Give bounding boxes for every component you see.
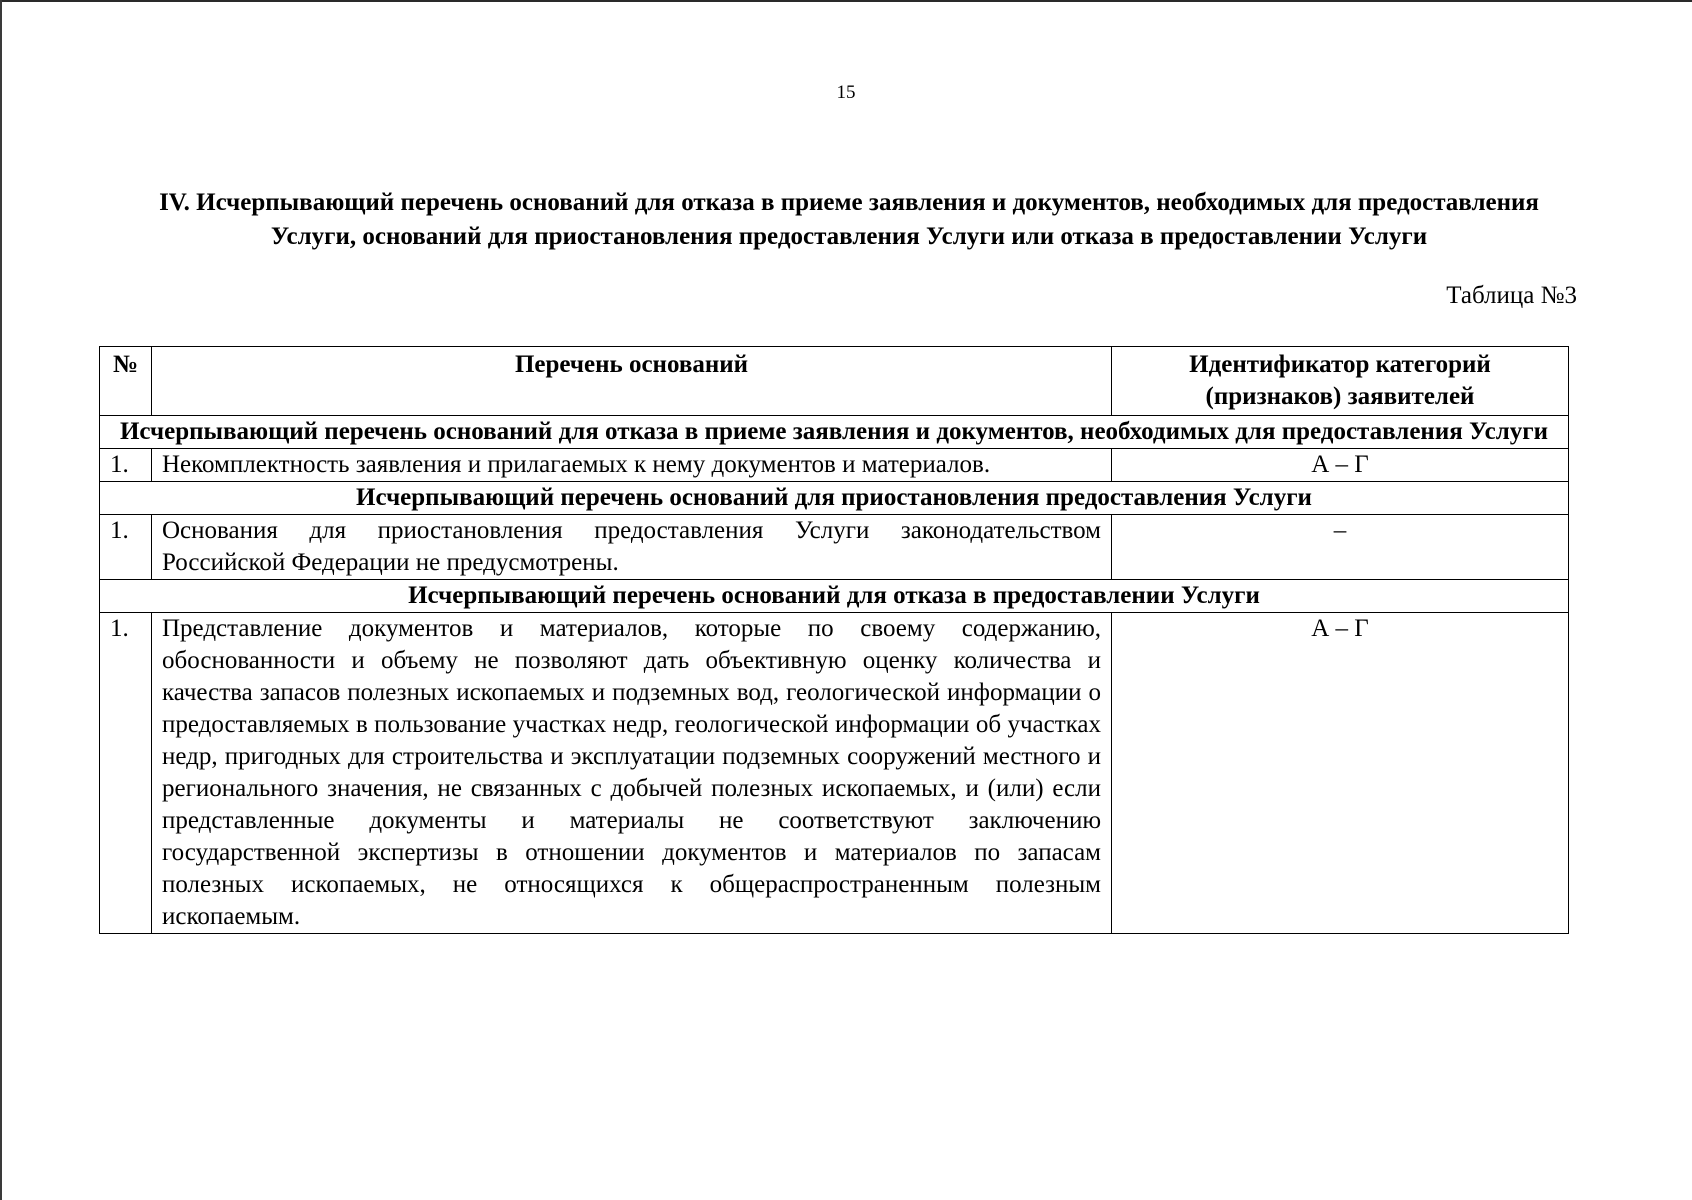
group-header-refusal-service	[100, 580, 1569, 613]
row-reason: Основания для приостановления предоставления Услуги законодательством Российской Федерации не предусмотрены.	[152, 515, 1112, 580]
group-title: Исчерпывающий перечень оснований для отказа в приеме заявления и документов, необходимых для предоставления Услуги	[100, 416, 1569, 449]
header-reasons: Перечень оснований	[152, 347, 1112, 416]
group-header-refusal-acceptance	[100, 416, 1569, 449]
header-identifier: Идентификатор категорий (признаков) заявителей	[1112, 347, 1569, 416]
row-reason: Представление документов и материалов, которые по своему содержанию, обоснованности и объему не позволяют дать объективную оценку количества и качества запасов полезных ископаемых и подземных вод, геологической информации о предоставляемых в пользование участках недр, геологической информации об участках недр, пригодных для строительства и эксплуатации подземных сооружений местного и регионального значения, не связанных с добычей полезных ископаемых, и (или) если представленные документы и материалы не соответствуют заключению государственной экспертизы в отношении документов и материалов по запасам полезных ископаемых, не относящихся к общераспространенным полезным ископаемым.	[152, 613, 1112, 934]
scan-edge-left	[0, 0, 2, 1200]
row-identifier: А – Г	[1112, 613, 1569, 934]
reasons-table	[99, 346, 1569, 934]
row-number: 1.	[100, 515, 152, 580]
table-header-row	[100, 347, 1569, 416]
row-identifier: –	[1112, 515, 1569, 580]
row-number: 1.	[100, 449, 152, 482]
table-row	[100, 449, 1569, 482]
row-number: 1.	[100, 613, 152, 934]
group-title: Исчерпывающий перечень оснований для отказа в предоставлении Услуги	[100, 580, 1569, 613]
group-title: Исчерпывающий перечень оснований для приостановления предоставления Услуги	[100, 482, 1569, 515]
table-row	[100, 515, 1569, 580]
scan-edge-top	[0, 0, 1692, 2]
row-reason: Некомплектность заявления и прилагаемых к нему документов и материалов.	[152, 449, 1112, 482]
table-row	[100, 613, 1569, 934]
row-identifier: А – Г	[1112, 449, 1569, 482]
section-title: IV. Исчерпывающий перечень оснований для отказа в приеме заявления и документов, необходимых для предоставления Услуги, оснований для приостановления предоставления Услуги или отказа в предоставлении Услуги	[159, 189, 1539, 250]
table-caption: Таблица №3	[1446, 282, 1577, 309]
header-number: №	[100, 347, 152, 416]
group-header-suspension	[100, 482, 1569, 515]
page-number: 15	[836, 82, 856, 103]
